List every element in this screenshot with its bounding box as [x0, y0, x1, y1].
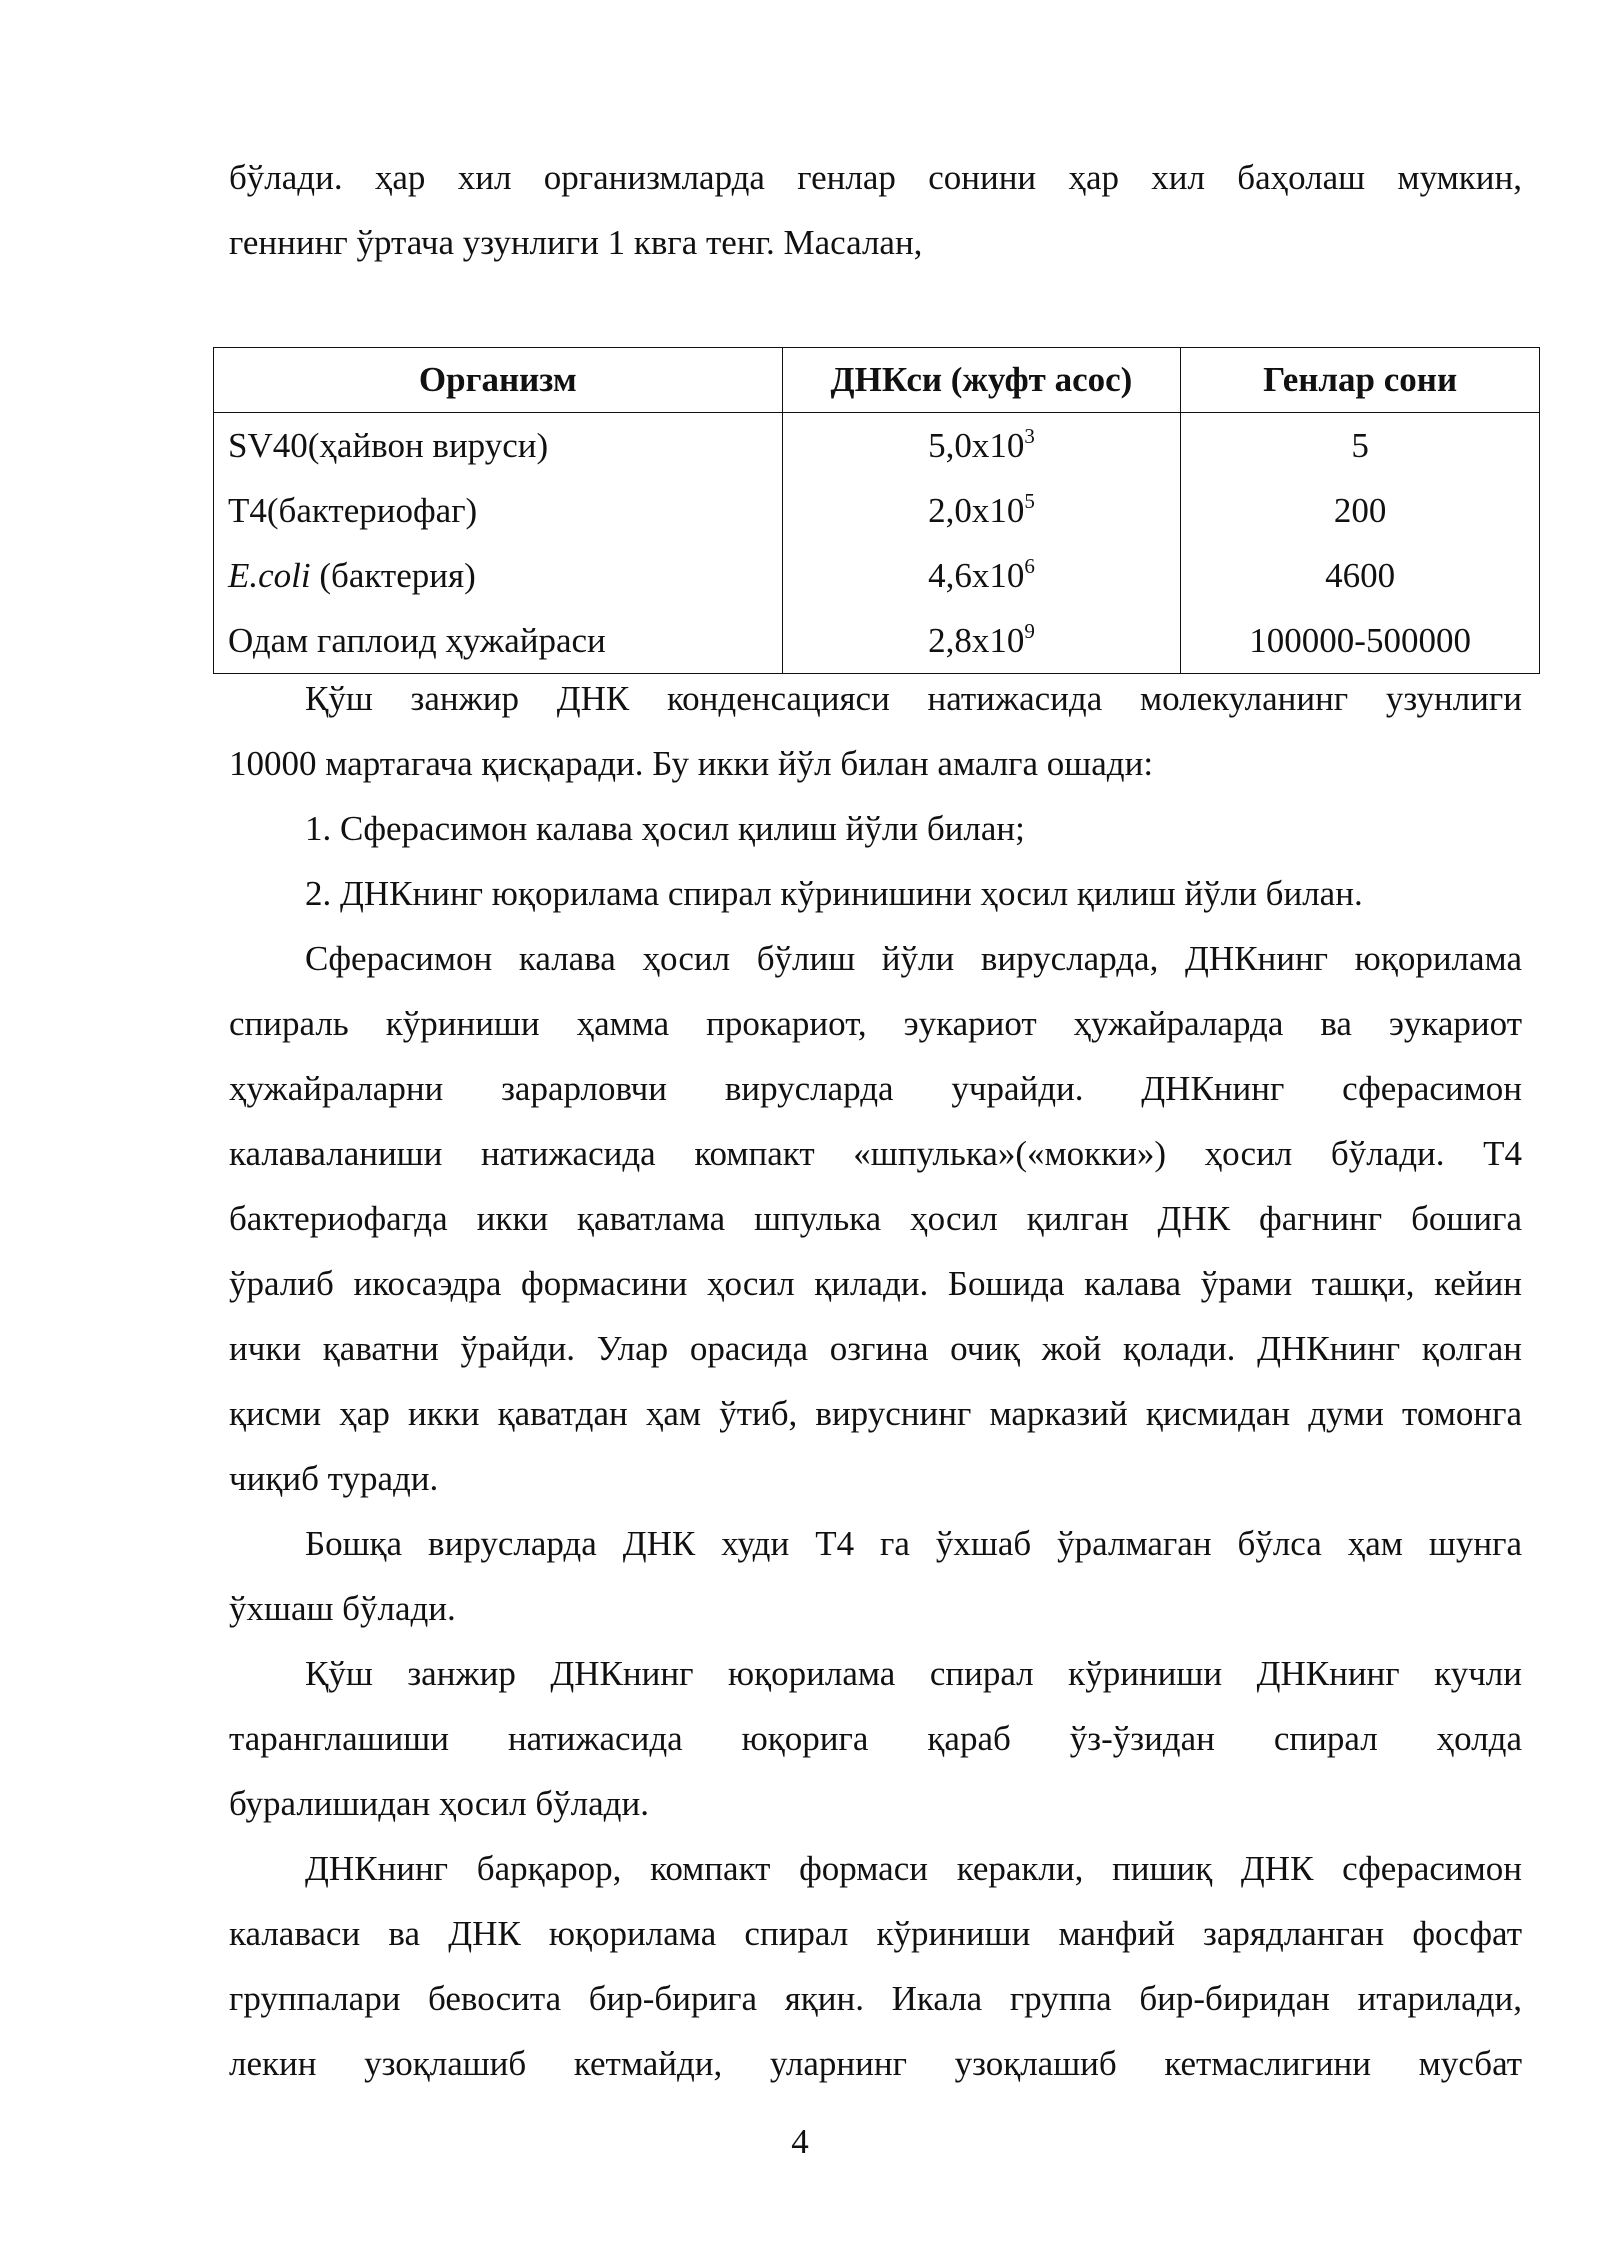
organism-name: T4(бактериофаг) — [228, 490, 478, 530]
intro-paragraph — [229, 145, 1522, 275]
paragraph-spherical-coil — [229, 926, 1522, 1511]
body-text — [229, 666, 1522, 2096]
text-line: ДНКнинг барқарор, компакт формаси керакли, пишиқ ДНК сферасимон — [305, 1849, 1522, 1888]
organism-cell — [214, 543, 783, 608]
text-line: Қўш занжир ДНКнинг юқорилама спирал кўриниши ДНКнинг кучли — [305, 1654, 1522, 1693]
organism-italic: E.coli — [228, 555, 311, 595]
dna-base: 2,8x10 — [928, 620, 1025, 660]
column-header-organism: Организм — [214, 348, 783, 413]
dna-cell — [782, 478, 1181, 543]
text-line: спираль кўриниши ҳамма прокариот, эукариот ҳужайраларда ва эукариот — [229, 1004, 1522, 1043]
dna-base: 2,0x10 — [928, 490, 1025, 530]
text-line: ҳужайраларни зарарловчи вирусларда учрайди. ДНКнинг сферасимон — [229, 1069, 1522, 1108]
genes-cell: 200 — [1181, 478, 1540, 543]
list-item: 1. Сферасимон калава ҳосил қилиш йўли билан; — [305, 809, 1025, 848]
text-line: бўлади. ҳар хил организмларда генлар сонини ҳар хил баҳолаш мумкин, — [229, 158, 1522, 197]
dna-cell — [782, 608, 1181, 674]
organism-name: (бактерия) — [310, 555, 476, 595]
table-row — [214, 413, 1540, 479]
organism-cell — [214, 608, 783, 674]
genes-cell: 5 — [1181, 413, 1540, 479]
paragraph-supercoil — [229, 1641, 1522, 1836]
text-line: бактериофагда икки қаватлама шпулька ҳосил қилган ДНК фагнинг бошига — [229, 1199, 1522, 1238]
dna-exponent: 5 — [1024, 488, 1035, 513]
dna-exponent: 6 — [1024, 553, 1035, 578]
dna-base: 4,6x10 — [928, 555, 1025, 595]
dna-cell — [782, 543, 1181, 608]
genes-cell: 4600 — [1181, 543, 1540, 608]
text-line: ички қаватни ўрайди. Улар орасида озгина очиқ жой қолади. ДНКнинг қолган — [229, 1329, 1522, 1368]
genes-cell: 100000-500000 — [1181, 608, 1540, 674]
page-number: 4 — [791, 2122, 809, 2161]
organism-cell — [214, 413, 783, 479]
column-header-genes: Генлар сони — [1181, 348, 1540, 413]
dna-cell — [782, 413, 1181, 479]
dna-exponent: 3 — [1024, 423, 1035, 448]
paragraph-stable-form — [229, 1836, 1522, 2096]
table-row — [214, 608, 1540, 674]
table-row — [214, 478, 1540, 543]
table-row — [214, 543, 1540, 608]
column-header-dna: ДНКси (жуфт асос) — [782, 348, 1181, 413]
text-line: группалари бевосита бир-бирига яқин. Икала группа бир-биридан итарилади, — [229, 1979, 1522, 2018]
text-line: қисми ҳар икки қаватдан ҳам ўтиб, вируснинг марказий қисмидан думи томонга — [229, 1394, 1522, 1433]
list-item: 2. ДНКнинг юқорилама спирал кўринишини ҳосил қилиш йўли билан. — [305, 874, 1363, 913]
dna-base: 5,0x10 — [928, 425, 1025, 465]
text-line: ўралиб икосаэдра формасини ҳосил қилади. Бошида калава ўрами ташқи, кейин — [229, 1264, 1522, 1303]
table-header-row — [214, 348, 1540, 413]
text-line: Бошқа вирусларда ДНК худи Т4 га ўхшаб ўралмаган бўлса ҳам шунга — [305, 1524, 1522, 1563]
genome-table — [213, 347, 1540, 674]
text-line: таранглашиши натижасида юқорига қараб ўз-ўзидан спирал ҳолда — [229, 1719, 1522, 1758]
dna-exponent: 9 — [1024, 618, 1035, 643]
text-line: Сферасимон калава ҳосил бўлиш йўли вирусларда, ДНКнинг юқорилама — [305, 939, 1522, 978]
organism-name: Одам гаплоид ҳужайраси — [228, 620, 606, 660]
paragraph-condensation — [229, 666, 1522, 796]
paragraph-other-viruses — [229, 1511, 1522, 1641]
text-line: калаваси ва ДНК юқорилама спирал кўриниши манфий зарядланган фосфат — [229, 1914, 1522, 1953]
text-line: лекин узоқлашиб кетмайди, уларнинг узоқлашиб кетмаслигини мусбат — [229, 2044, 1522, 2083]
text-line: буралишидан ҳосил бўлади. — [229, 1784, 649, 1823]
organism-name: SV40(ҳайвон вируси) — [228, 425, 549, 465]
organism-cell — [214, 478, 783, 543]
text-line: ўхшаш бўлади. — [229, 1589, 456, 1628]
text-line: чиқиб туради. — [229, 1459, 439, 1498]
numbered-list — [229, 796, 1522, 926]
text-line: геннинг ўртача узунлиги 1 квга тенг. Масалан, — [229, 223, 923, 262]
text-line: калаваланиши натижасида компакт «шпулька»(«мокки») ҳосил бўлади. Т4 — [229, 1134, 1522, 1173]
text-line: Қўш занжир ДНК конденсацияси натижасида молекуланинг узунлиги — [305, 679, 1522, 718]
text-line: 10000 мартагача қисқаради. Бу икки йўл билан амалга ошади: — [229, 744, 1154, 783]
